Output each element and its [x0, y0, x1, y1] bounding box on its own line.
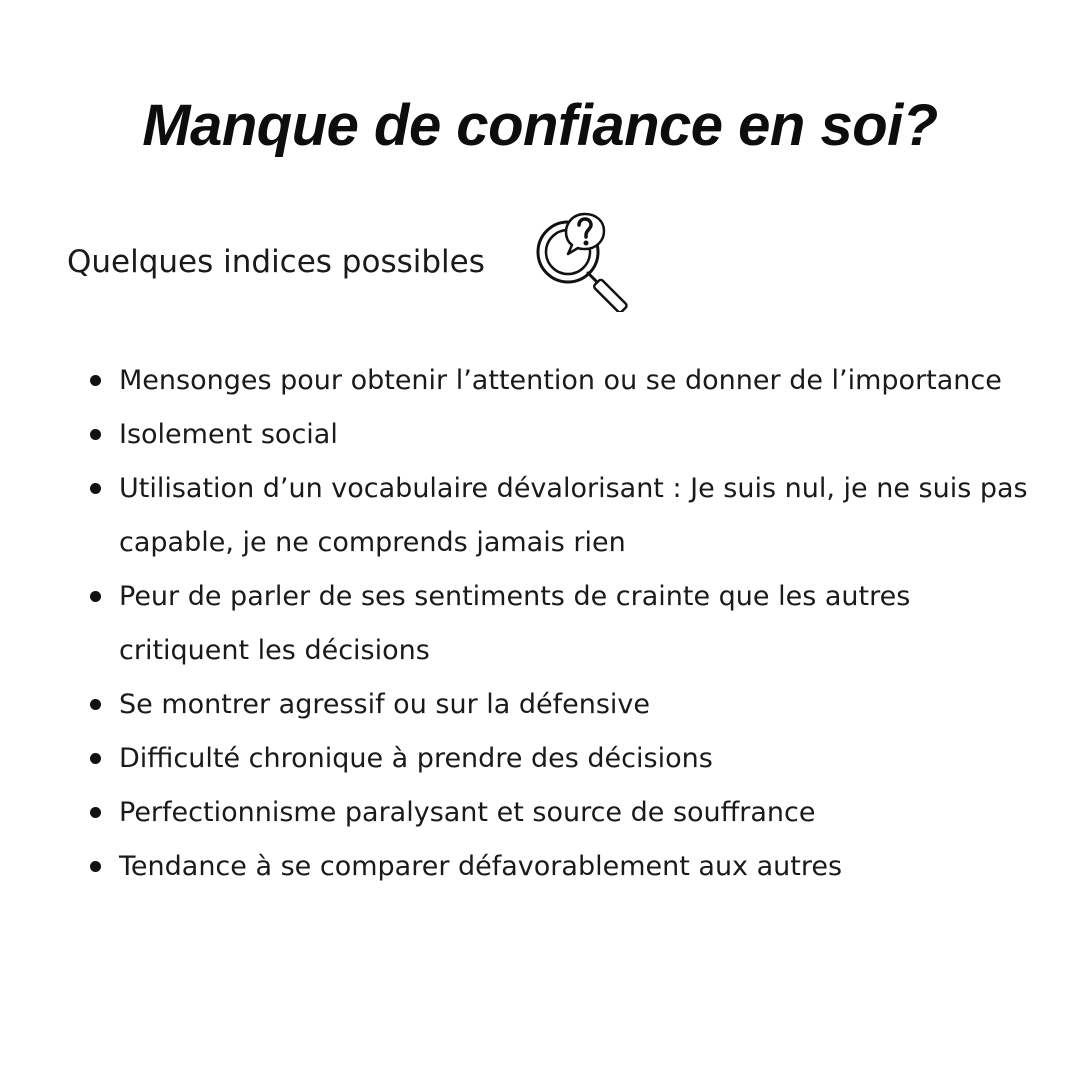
bullet-icon: [90, 861, 101, 872]
bullet-icon: [90, 591, 101, 602]
list-item: [0, 408, 1080, 462]
page-title: Manque de confiance en soi?: [142, 93, 938, 158]
bullet-icon: [90, 483, 101, 494]
bullet-icon: [90, 699, 101, 710]
symptom-list: [0, 354, 1080, 894]
list-item: [0, 678, 1080, 732]
list-item-text: Mensonges pour obtenir l’attention ou se donner de l’importance: [119, 365, 1002, 396]
list-item: [0, 354, 1080, 408]
list-item-text: Se montrer agressif ou sur la défensive: [119, 689, 651, 720]
list-item: [0, 570, 1080, 678]
list-item-text: Utilisation d’un vocabulaire dévalorisant : Je suis nul, je ne suis pas capable, je ne comprends jamais rien: [119, 473, 1028, 558]
bullet-icon: [90, 429, 101, 440]
list-item: [0, 840, 1080, 894]
subtitle: Quelques indices possibles: [67, 244, 485, 280]
bullet-icon: [90, 753, 101, 764]
list-item: [0, 786, 1080, 840]
list-item-text: Peur de parler de ses sentiments de crainte que les autres critiquent les décisions: [119, 581, 911, 666]
bullet-icon: [90, 375, 101, 386]
list-item: [0, 462, 1080, 570]
bullet-icon: [90, 807, 101, 818]
list-item-text: Tendance à se comparer défavorablement aux autres: [119, 851, 843, 882]
list-item: [0, 732, 1080, 786]
list-item-text: Isolement social: [119, 419, 338, 450]
magnifying-glass-question-icon: [530, 210, 630, 312]
list-item-text: Perfectionnisme paralysant et source de souffrance: [119, 797, 816, 828]
list-item-text: Difficulté chronique à prendre des décisions: [119, 743, 713, 774]
